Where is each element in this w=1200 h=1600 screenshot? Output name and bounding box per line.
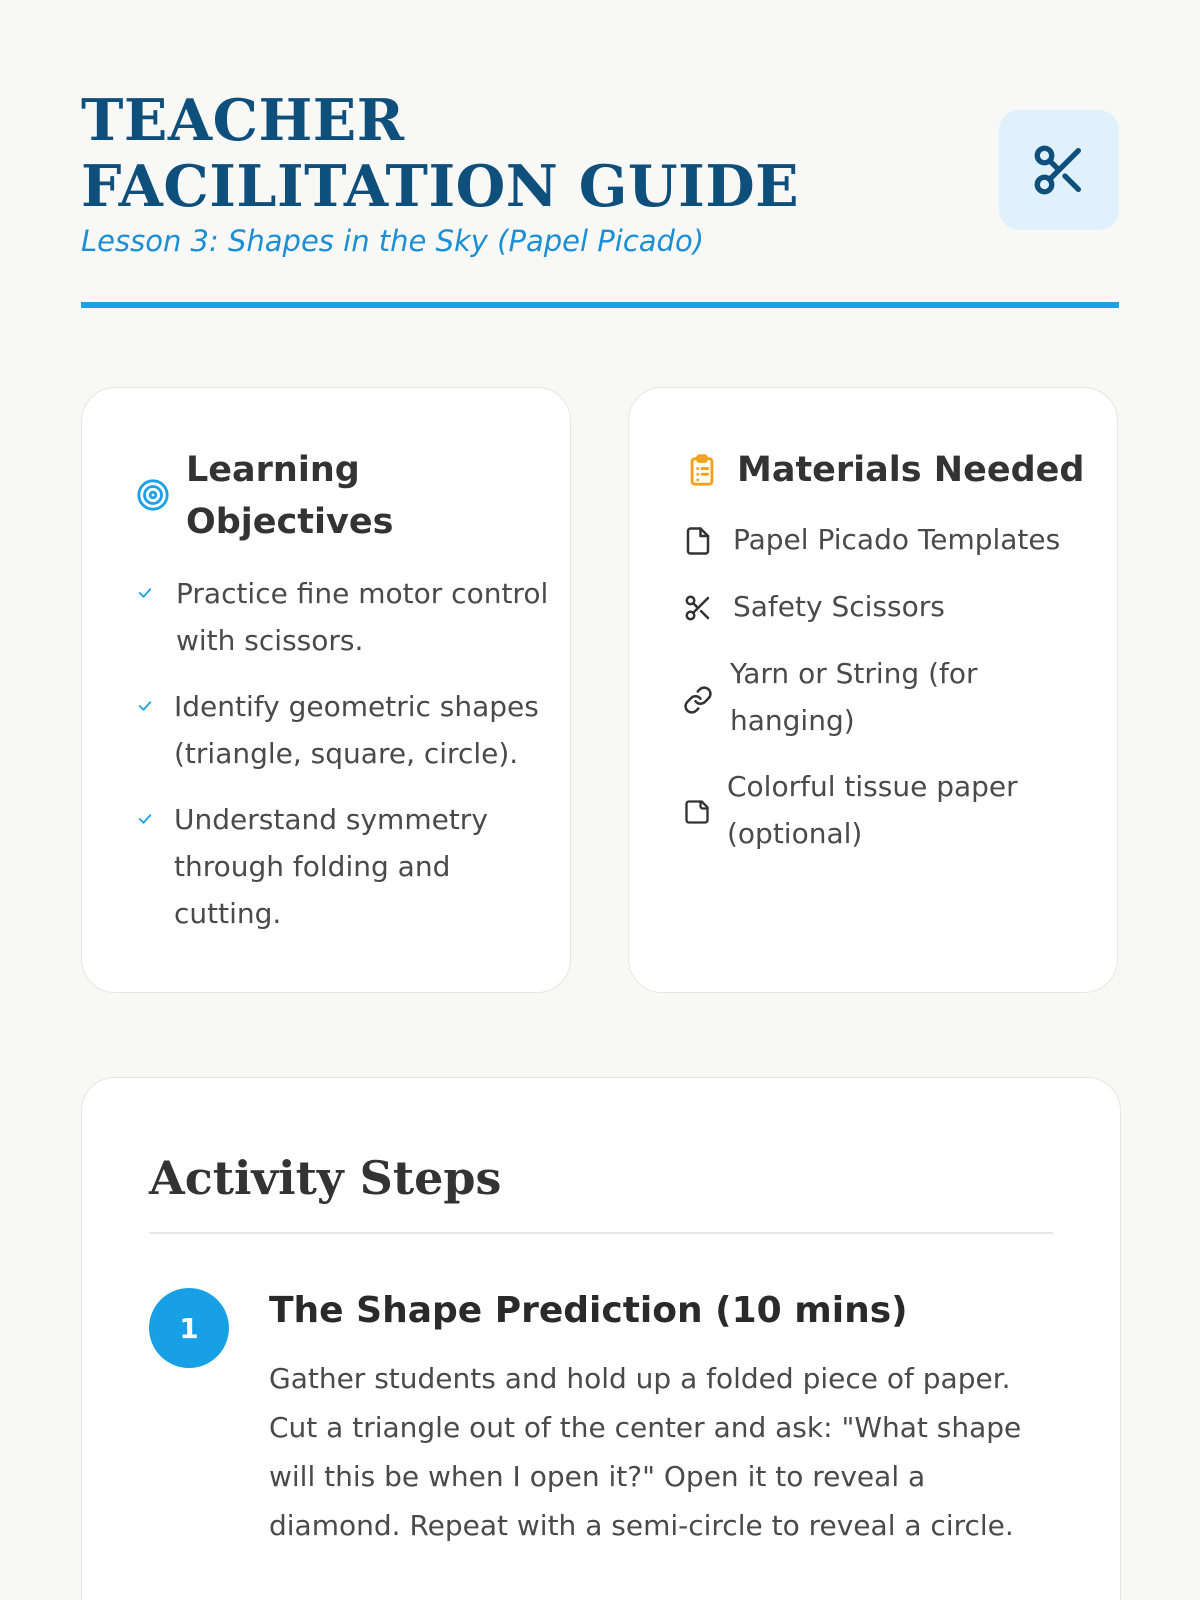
scissors-badge	[999, 110, 1119, 230]
activity-card	[81, 1077, 1121, 1600]
check-icon	[136, 697, 154, 719]
sticky-note-icon	[683, 798, 711, 830]
file-icon	[683, 526, 713, 560]
objective-text: Identify geometric shapes (triangle, square, circle).	[174, 690, 539, 770]
objectives-card	[81, 387, 571, 993]
divider	[149, 1232, 1053, 1234]
lesson-subtitle: Lesson 3: Shapes in the Sky (Papel Picado)	[81, 224, 705, 258]
check-icon	[136, 584, 154, 606]
scissors-icon	[1030, 141, 1088, 199]
link-icon	[683, 685, 713, 719]
activity-title: Activity Steps	[149, 1151, 502, 1205]
check-icon	[136, 810, 154, 832]
clipboard-icon	[685, 451, 719, 493]
guide-header	[81, 0, 1119, 308]
materials-title: Materials Needed	[737, 450, 1085, 490]
material-text: Yarn or String (for hanging)	[730, 657, 978, 737]
objectives-title: Learning Objectives	[186, 450, 394, 542]
page-title: TEACHER FACILITATION GUIDE	[81, 87, 800, 220]
info-cards	[81, 387, 1121, 995]
target-icon	[136, 478, 170, 516]
step-title: The Shape Prediction (10 mins)	[269, 1290, 908, 1331]
objective-text: Understand symmetry through folding and cutting.	[174, 803, 488, 930]
material-text: Papel Picado Templates	[733, 523, 1061, 556]
step-number-badge: 1	[149, 1288, 229, 1368]
material-text: Safety Scissors	[733, 590, 945, 623]
step-description: Gather students and hold up a folded piece of paper. Cut a triangle out of the center and ask: "What shape will this be when I open it?" Open it to reveal a diamond. Repeat with a semi-circle to reveal a circle.	[269, 1362, 1022, 1542]
scissors-icon	[683, 593, 713, 627]
material-text: Colorful tissue paper (optional)	[727, 770, 1018, 850]
objective-text: Practice fine motor control with scissors.	[176, 577, 549, 657]
materials-card	[628, 387, 1118, 993]
